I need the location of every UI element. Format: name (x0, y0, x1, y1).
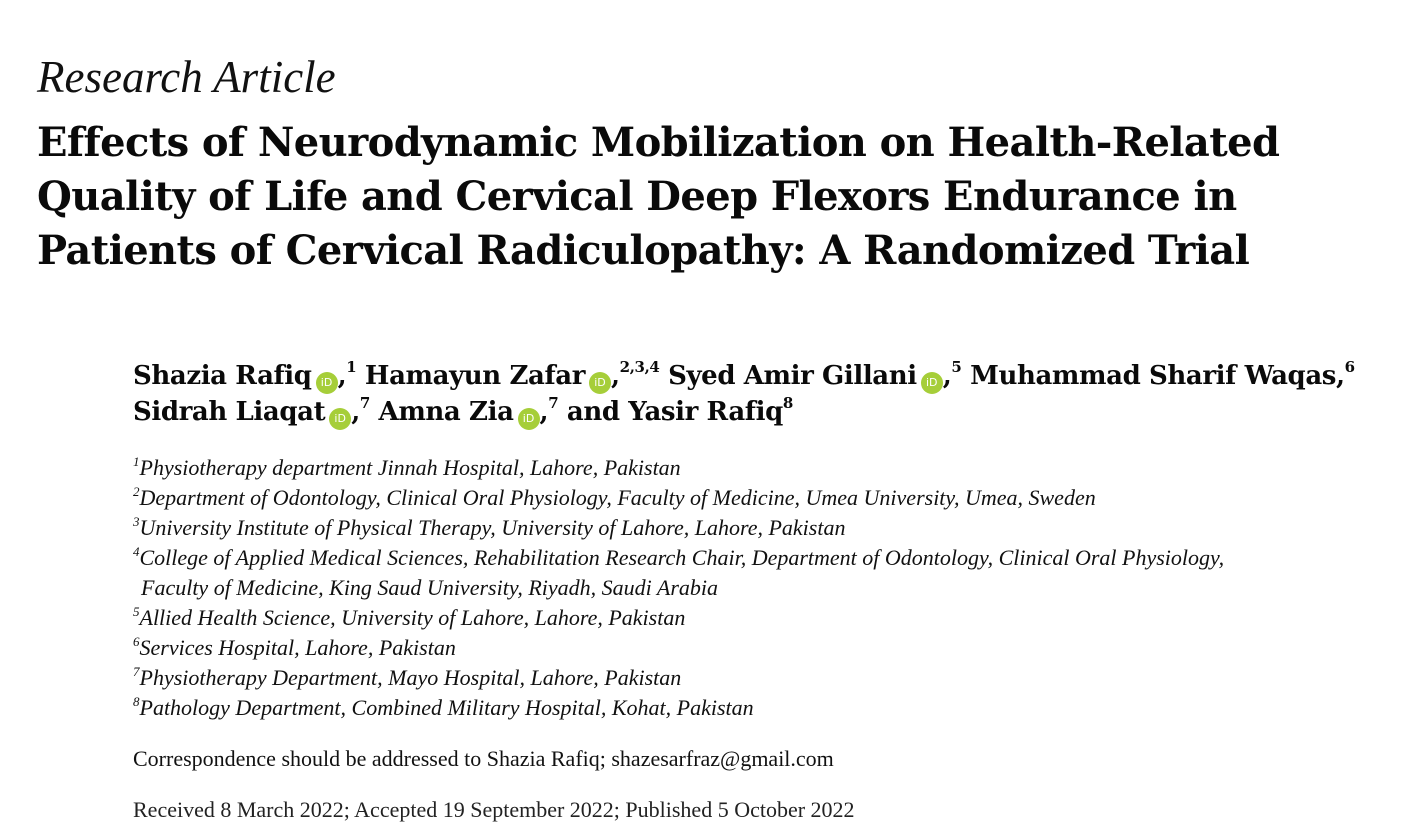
author-name: Amna Zia (378, 397, 514, 427)
affiliation-text: University Institute of Physical Therapy, University of Lahore, Lahore, Pakistan (139, 515, 846, 540)
affiliation-text: College of Applied Medical Sciences, Rehabilitation Research Chair, Department of Odontology, Clinical Oral Physiology, (139, 545, 1225, 570)
author-name: Sidrah Liaqat (133, 397, 326, 427)
affiliation-item (133, 663, 1373, 693)
affiliation-item (133, 483, 1373, 513)
affiliation-number: 1 (133, 454, 140, 469)
author-separator: , (1336, 361, 1345, 391)
author-affiliation-ref: 8 (782, 394, 793, 412)
orcid-icon[interactable]: iD (518, 408, 540, 430)
author-affiliation-ref: 1 (346, 358, 357, 376)
author-name: Syed Amir Gillani (668, 361, 917, 391)
author-affiliation-ref: 6 (1344, 358, 1355, 376)
affiliation-text: Allied Health Science, University of Lahore, Lahore, Pakistan (139, 605, 686, 630)
affiliation-item (133, 633, 1373, 663)
affiliation-text: Department of Odontology, Clinical Oral Physiology, Faculty of Medicine, Umea University, Umea, Sweden (139, 485, 1096, 510)
affiliation-number: 4 (133, 544, 140, 559)
affiliation-item (133, 513, 1373, 543)
author-name: Yasir Rafiq (628, 397, 783, 427)
affiliation-text: Pathology Department, Combined Military Hospital, Kohat, Pakistan (139, 695, 754, 720)
author-separator: , (611, 361, 620, 391)
affiliation-text: Physiotherapy Department, Mayo Hospital, Lahore, Pakistan (139, 665, 682, 690)
publication-dates: Received 8 March 2022; Accepted 19 September 2022; Published 5 October 2022 (133, 797, 855, 822)
affiliation-list (133, 453, 1373, 723)
author-conjunction: and (566, 397, 620, 427)
author-separator: , (942, 361, 952, 391)
affiliation-number: 5 (133, 604, 140, 619)
orcid-icon[interactable]: iD (589, 372, 611, 394)
author-name: Muhammad Sharif Waqas (970, 361, 1337, 391)
affiliation-text: Physiotherapy department Jinnah Hospital, Lahore, Pakistan (139, 455, 681, 480)
title-line: Quality of Life and Cervical Deep Flexors Endurance in (37, 173, 1237, 220)
author-name: Shazia Rafiq (133, 361, 312, 391)
affiliation-number: 7 (133, 664, 140, 679)
author-name: Hamayun Zafar (364, 361, 586, 391)
affiliation-number: 3 (133, 514, 140, 529)
author-line (133, 394, 1393, 430)
affiliation-item (133, 543, 1373, 573)
correspondence-line: Correspondence should be addressed to Shazia Rafiq; shazesarfraz@gmail.com (133, 746, 834, 771)
affiliation-text: Faculty of Medicine, King Saud University, Riyadh, Saudi Arabia (141, 575, 719, 600)
affiliation-item (133, 603, 1373, 633)
author-separator: , (337, 361, 347, 391)
author-affiliation-ref: 2,3,4 (619, 358, 660, 376)
affiliation-item (133, 453, 1373, 483)
orcid-icon[interactable]: iD (316, 372, 338, 394)
author-line (133, 358, 1393, 394)
title-line: Patients of Cervical Radiculopathy: A Randomized Trial (37, 227, 1250, 274)
article-type: Research Article (37, 52, 336, 102)
affiliation-number: 2 (133, 484, 140, 499)
author-affiliation-ref: 7 (359, 394, 370, 412)
article-title (37, 116, 1367, 278)
orcid-icon[interactable]: iD (329, 408, 351, 430)
affiliation-item (133, 693, 1373, 723)
author-separator: , (351, 397, 360, 427)
affiliation-item-continuation (133, 573, 1373, 603)
title-line: Effects of Neurodynamic Mobilization on Health-Related (37, 119, 1280, 166)
affiliation-text: Services Hospital, Lahore, Pakistan (139, 635, 456, 660)
affiliation-number: 6 (133, 634, 140, 649)
author-separator: , (539, 397, 549, 427)
affiliation-number: 8 (133, 694, 140, 709)
author-list (133, 358, 1393, 430)
orcid-icon[interactable]: iD (921, 372, 943, 394)
author-affiliation-ref: 7 (548, 394, 559, 412)
author-affiliation-ref: 5 (951, 358, 962, 376)
